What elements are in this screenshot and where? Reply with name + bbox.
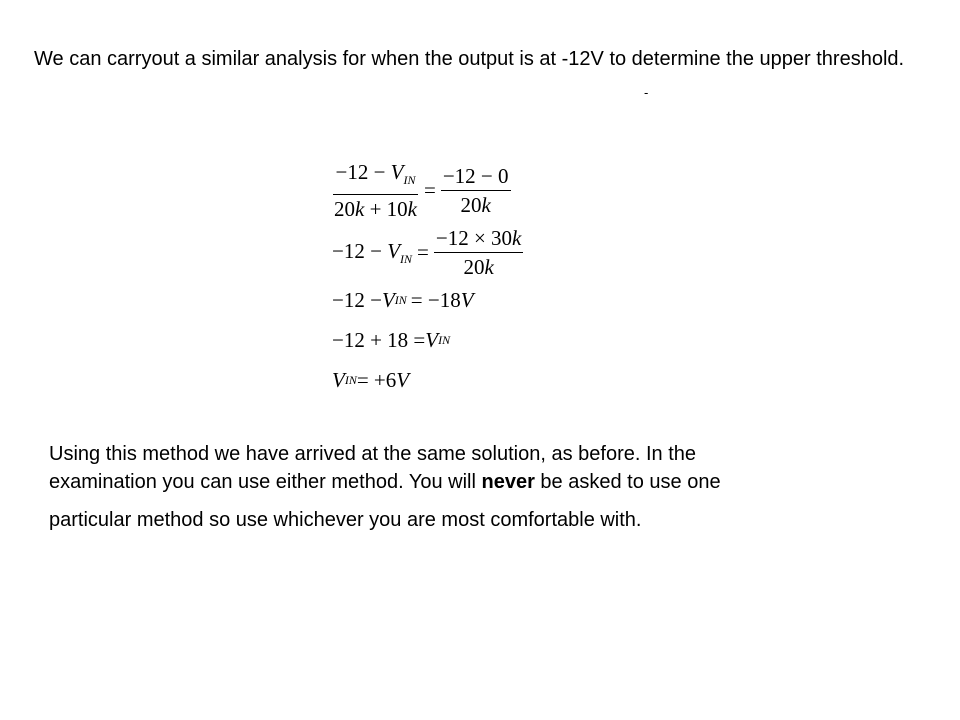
stray-dash: - — [644, 85, 649, 100]
eq4-left-text: −12 + 18 = — [332, 328, 426, 352]
eq1-equals: = — [424, 178, 436, 202]
eq3-right-text: = −18 — [410, 288, 461, 312]
eq1-left-denominator — [332, 195, 419, 221]
eq3-right-v: V — [460, 288, 474, 312]
eq1-right-denominator — [459, 191, 493, 217]
eq4-right-sub: IN — [438, 333, 451, 347]
eq3-left-text: −12 − — [332, 288, 382, 312]
equation-4 — [332, 328, 450, 353]
eq5-right-text: = +6 — [356, 368, 397, 392]
conclusion-line-1: Using this method we have arrived at the same solution, as before. In the — [49, 443, 697, 465]
conclusion-line-2-b: be asked to use one — [534, 471, 721, 493]
eq1-right-den-a: 20 — [460, 193, 482, 217]
eq2-right-num-a: −12 × 30 — [435, 226, 513, 250]
conclusion-paragraph — [49, 440, 909, 534]
eq3-left-sub: IN — [394, 293, 407, 307]
eq2-left-text: −12 − — [332, 238, 388, 263]
eq2-left — [332, 239, 412, 267]
eq1-left-den-k1: k — [355, 197, 365, 221]
eq1-left-num-v: V — [390, 160, 404, 184]
conclusion-line-2 — [49, 468, 909, 496]
eq2-right-numerator — [434, 226, 524, 253]
eq2-right-den-a: 20 — [463, 255, 485, 279]
emphasis-never: never — [481, 471, 535, 493]
eq2-left-sub: IN — [400, 251, 413, 266]
conclusion-line-2-a: examination you can use either method. You will — [49, 471, 482, 493]
eq2-right-den-k: k — [484, 255, 494, 279]
eq2-right-fraction — [434, 226, 524, 279]
conclusion-line-3: particular method so use whichever you are most comfortable with. — [49, 509, 642, 531]
eq1-left-numerator — [333, 160, 417, 195]
eq5-left-sub: IN — [344, 373, 357, 387]
eq1-left-fraction — [332, 160, 419, 221]
eq1-left-den-a: 20 — [334, 197, 355, 221]
eq1-right-den-k: k — [481, 193, 491, 217]
eq1-right-numerator: −12 − 0 — [441, 164, 511, 191]
eq5-right-v: V — [396, 368, 410, 392]
eq1-left-num-text: −12 − — [335, 160, 391, 184]
equation-2 — [332, 226, 523, 279]
eq1-left-den-b: + 10 — [364, 197, 408, 221]
eq2-left-v: V — [387, 238, 401, 263]
eq1-left-num-sub: IN — [403, 173, 416, 187]
eq5-left-v: V — [332, 368, 345, 392]
eq3-left-v: V — [381, 288, 395, 312]
eq1-left-den-k2: k — [407, 197, 417, 221]
intro-paragraph: We can carryout a similar analysis for when the output is at -12V to determine the upper threshold. — [34, 48, 905, 70]
equation-5 — [332, 368, 409, 393]
eq1-right-fraction — [441, 164, 511, 217]
eq4-right-v: V — [425, 328, 439, 352]
equation-1 — [332, 160, 511, 221]
eq2-equals: = — [417, 240, 429, 264]
eq2-right-num-k: k — [512, 226, 522, 250]
eq2-right-denominator — [461, 253, 495, 279]
equation-3 — [332, 288, 474, 313]
